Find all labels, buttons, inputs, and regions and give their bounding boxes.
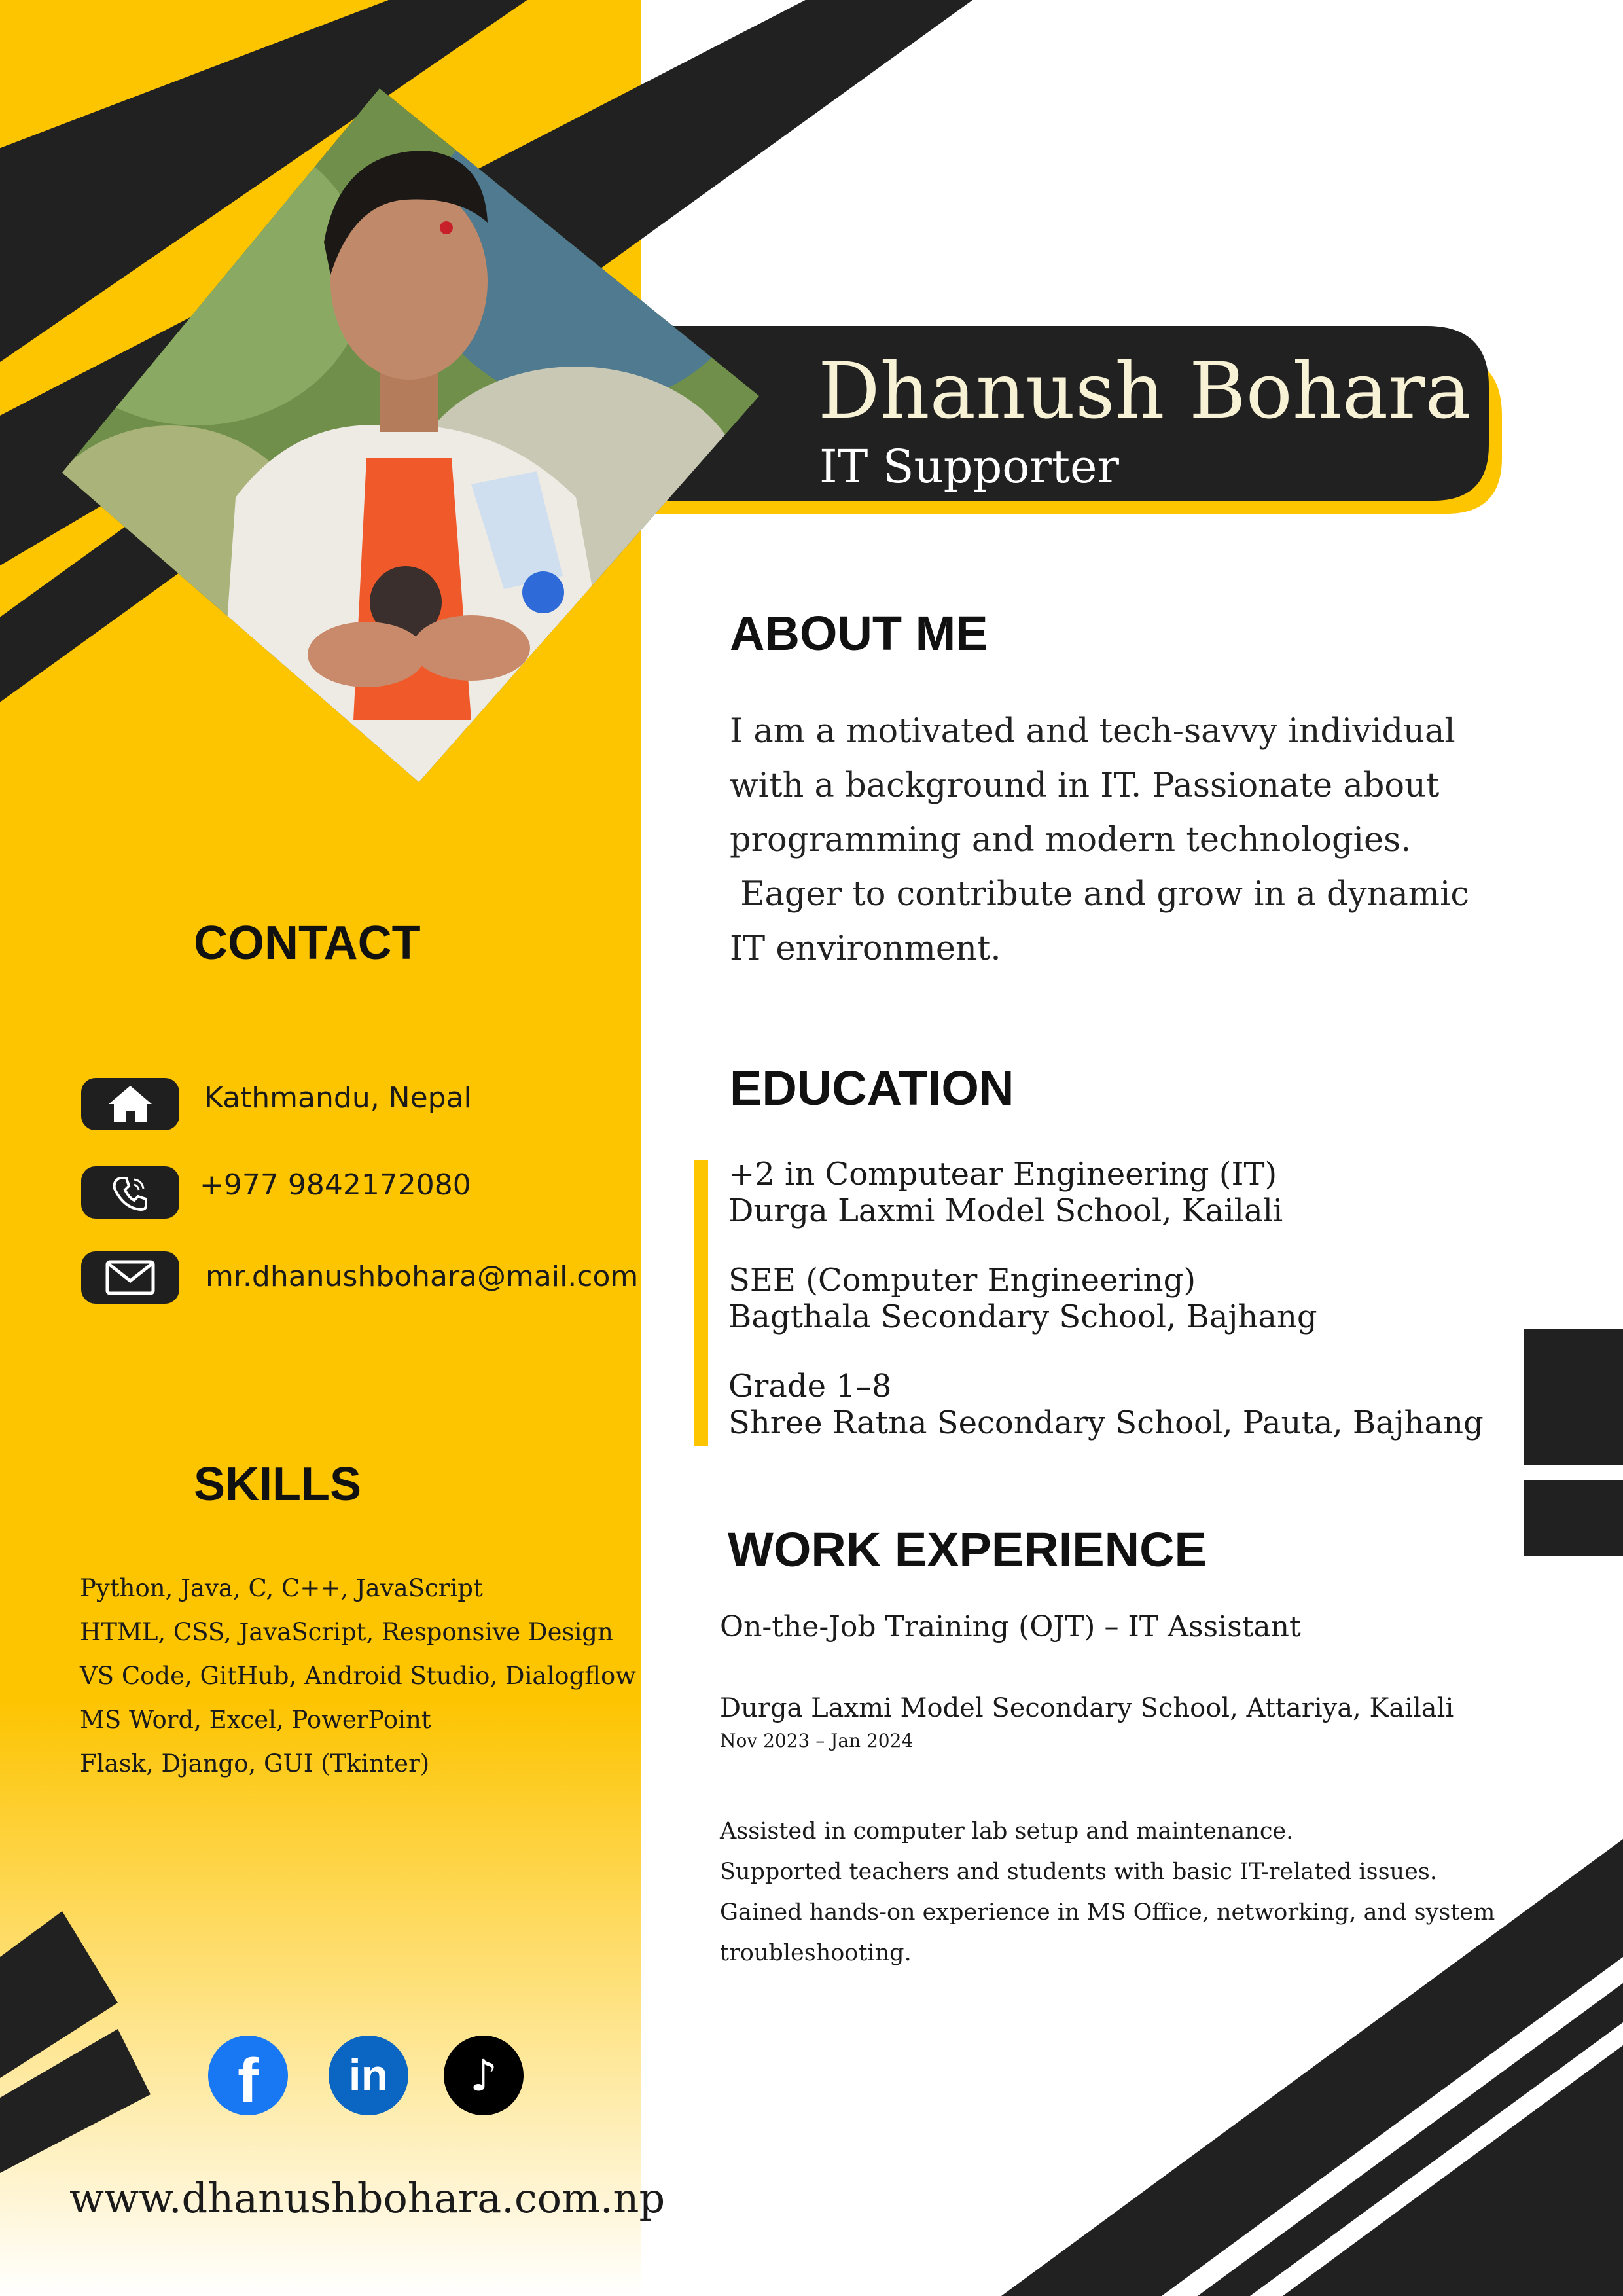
contact-heading: CONTACT bbox=[194, 917, 421, 969]
about-line: I am a motivated and tech-savvy individual bbox=[730, 712, 1455, 751]
about-line: Eager to contribute and grow in a dynamic bbox=[730, 875, 1469, 914]
about-line: with a background in IT. Passionate about bbox=[730, 766, 1440, 805]
skill-item: HTML, CSS, JavaScript, Responsive Design bbox=[80, 1618, 613, 1646]
phone-icon-pill bbox=[81, 1166, 179, 1219]
education-school: Shree Ratna Secondary School, Pauta, Bajhang bbox=[728, 1405, 1484, 1441]
skill-item: MS Word, Excel, PowerPoint bbox=[80, 1706, 431, 1734]
linkedin-icon[interactable] bbox=[329, 2036, 408, 2115]
skill-item: Flask, Django, GUI (Tkinter) bbox=[80, 1749, 430, 1778]
education-accent-bar bbox=[694, 1160, 708, 1446]
home-icon-pill bbox=[81, 1078, 179, 1130]
education-degree: SEE (Computer Engineering) bbox=[728, 1262, 1196, 1299]
contact-phone: +977 9842172080 bbox=[200, 1168, 471, 1202]
tiktok-icon[interactable] bbox=[444, 2036, 524, 2115]
skill-item: Python, Java, C, C++, JavaScript bbox=[80, 1574, 483, 1602]
work-duty: Assisted in computer lab setup and maintenance. bbox=[720, 1818, 1294, 1844]
website-link[interactable]: www.dhanushbohara.com.np bbox=[69, 2174, 666, 2222]
mail-icon-pill bbox=[81, 1251, 179, 1304]
work-duty: troubleshooting. bbox=[720, 1940, 912, 1966]
about-heading: ABOUT ME bbox=[730, 606, 988, 660]
tiktok-glyph: ♪ bbox=[469, 2050, 498, 2101]
work-heading: WORK EXPERIENCE bbox=[728, 1522, 1207, 1577]
candidate-name: Dhanush Bohara bbox=[818, 346, 1471, 436]
contact-address: Kathmandu, Nepal bbox=[204, 1081, 472, 1115]
phone-icon bbox=[111, 1173, 150, 1212]
work-dates: Nov 2023 – Jan 2024 bbox=[720, 1730, 914, 1751]
mail-icon bbox=[105, 1260, 155, 1295]
facebook-icon[interactable] bbox=[208, 2036, 288, 2115]
contact-email: mr.dhanushbohara@mail.com bbox=[205, 1260, 639, 1293]
about-line: programming and modern technologies. bbox=[730, 821, 1412, 859]
work-title: On-the-Job Training (OJT) – IT Assistant bbox=[720, 1610, 1301, 1643]
education-heading: EDUCATION bbox=[730, 1061, 1014, 1115]
work-place: Durga Laxmi Model Secondary School, Attariya, Kailali bbox=[720, 1693, 1454, 1723]
education-school: Durga Laxmi Model School, Kailali bbox=[728, 1193, 1283, 1229]
candidate-role: IT Supporter bbox=[819, 440, 1119, 493]
education-degree: Grade 1–8 bbox=[728, 1368, 892, 1405]
education-degree: +2 in Computear Engineering (IT) bbox=[728, 1156, 1277, 1193]
home-icon bbox=[107, 1085, 153, 1124]
about-line: IT environment. bbox=[730, 929, 1001, 968]
skill-item: VS Code, GitHub, Android Studio, Dialogflow bbox=[80, 1662, 636, 1690]
education-school: Bagthala Secondary School, Bajhang bbox=[728, 1299, 1317, 1335]
skills-heading: SKILLS bbox=[194, 1458, 362, 1511]
work-duty: Supported teachers and students with basic IT-related issues. bbox=[720, 1859, 1437, 1885]
facebook-glyph: f bbox=[238, 2046, 259, 2116]
linkedin-glyph: in bbox=[348, 2051, 389, 2100]
work-duty: Gained hands-on experience in MS Office, networking, and system bbox=[720, 1899, 1495, 1926]
